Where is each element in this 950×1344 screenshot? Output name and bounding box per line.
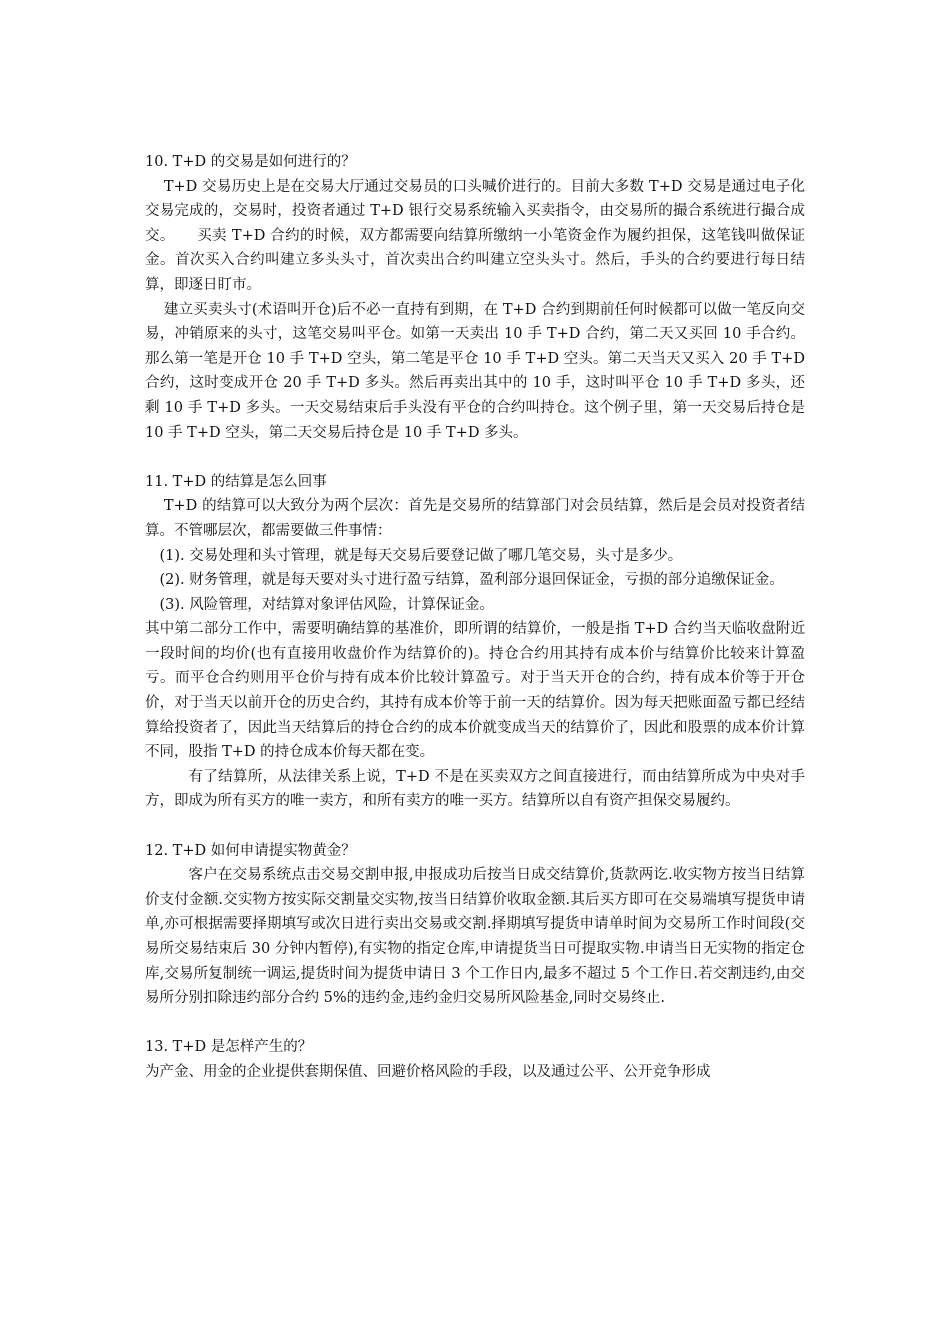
section-11-closing: 有了结算所，从法律关系上说，T+D 不是在买卖双方之间直接进行，而由结算所成为中央对手方，即成为所有买方的唯一卖方，和所有卖方的唯一买方。结算所以自有资产担保交易履约。 (145, 768, 805, 810)
section-11-item-1: (1). 交易处理和头寸管理，就是每天交易后要登记做了哪几笔交易，头寸是多少。 (159, 547, 683, 564)
section-13-paragraph-1: 为产金、用金的企业提供套期保值、回避价格风险的手段，以及通过公平、公开竞争形成 (145, 1063, 711, 1080)
section-11-body: 其中第二部分工作中，需要明确结算的基准价，即所谓的结算价，一般是指 T+D 合约当天临收盘附近一段时间的均价(也有直接用收盘价作为结算价的)。持仓合约用其持有成本价与结算价比较来计算盈亏。而平仓合约则用平仓价与持有成本价比较计算盈亏。对于当天开仓的合约，持有成本价等于开仓价，对于当天以前开仓的历史合约，其持有成本价等于前一天的结算价。因为每天把账面盈亏都已经结算给投资者了，因此当天结算后的持仓合约的成本价就变成当天的结算价了，因此和股票的成本价计算不同，股指 T+D 的持仓成本价每天都在变。 (145, 621, 805, 761)
section-12-paragraph-1: 客户在交易系统点击交易交割申报,申报成功后按当日成交结算价,货款两讫.收实物方按当日结算价支付金额.交实物方按实际交割量交实物,按当日结算价收取金额.其后买方即可在交易端填写提货申请单,亦可根据需要择期填写或次日进行卖出交易或交割.择期填写提货申请单时间为交易所工作时间段(交易所交易结束后 30 分钟内暂停),有实物的指定仓库,申请提货当日可提取实物.申请当日无实物的指定仓库,交易所复制统一调运,提货时间为提货申请日 3 个工作日内,最多不超过 5 个工作日.若交割违约,由交易所分别扣除违约部分合约 5%的违约金,违约金归交易所风险基金,同时交易终止. (145, 867, 805, 1007)
section-spacer (145, 814, 805, 839)
document-body (145, 150, 805, 1085)
section-10-paragraph-2: 建立买卖头寸(术语叫开仓)后不必一直持有到期，在 T+D 合约到期前任何时候都可以做一笔反向交易，冲销原来的头寸，这笔交易叫平仓。如第一天卖出 10 手 T+D 合约，第二天又买回 10 手合约。那么第一笔是开仓 10 手 T+D 空头，第二笔是平仓 10 手 T+D 空头。第二天当天又买入 20 手 T+D 合约，这时变成开仓 20 手 T+D 多头。然后再卖出其中的 10 手，这时叫平仓 10 手 T+D 多头，还剩 10 手 T+D 多头。一天交易结束后手头没有平仓的合约叫持仓。这个例子里，第一天交易后持仓是 10 手 T+D 空头，第二天交易后持仓是 10 手 T+D 多头。 (145, 301, 805, 441)
section-11-heading: 11. T+D 的结算是怎么回事 (145, 473, 327, 490)
section-11-item-3: (3). 风险管理，对结算对象评估风险，计算保证金。 (159, 596, 494, 613)
section-10-paragraph-1: T+D 交易历史上是在交易大厅通过交易员的口头喊价进行的。目前大多数 T+D 交易是通过电子化交易完成的，交易时，投资者通过 T+D 银行交易系统输入买卖指令，由交易所的撮合系统进行撮合成交。 买卖 T+D 合约的时候，双方都需要向结算所缴纳一小笔资金作为履约担保，这笔钱叫做保证金。首次买入合约叫建立多头头寸，首次卖出合约叫建立空头头寸。然后，手头的合约要进行每日结算，即逐日盯市。 (145, 178, 805, 293)
section-13-heading: 13. T+D 是怎样产生的？ (145, 1039, 313, 1056)
section-10-heading: 10. T+D 的交易是如何进行的？ (145, 154, 356, 170)
section-11-intro: T+D 的结算可以大致分为两个层次：首先是交易所的结算部门对会员结算，然后是会员对投资者结算。不管哪层次，都需要做三件事情： (145, 498, 805, 539)
section-12-heading: 12. T+D 如何申请提实物黄金？ (145, 842, 356, 859)
section-11-item-2: (2). 财务管理，就是每天要对头寸进行盈亏结算，盈利部分退回保证金，亏损的部分追缴保证金。 (159, 572, 784, 589)
section-spacer (145, 445, 805, 470)
section-spacer (145, 1011, 805, 1036)
